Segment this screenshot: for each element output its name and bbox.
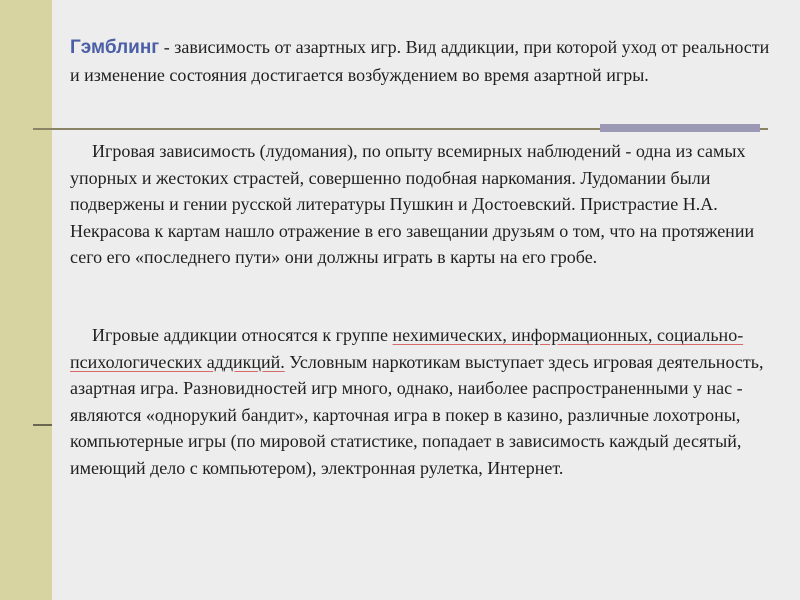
definition-term: Гэмблинг <box>70 37 160 58</box>
paragraph-ludomania <box>70 138 770 271</box>
paragraph-addictions-text-start: Игровые аддикции относятся к группе <box>92 325 393 345</box>
definition-block <box>70 34 770 88</box>
side-band <box>0 0 52 600</box>
slide-background <box>52 0 800 600</box>
paragraph-ludomania-text: Игровая зависимость (лудомания), по опыту всемирных наблюдений - одна из самых упорных и жестоких страстей, совершенно подобная наркомания. Лудомании были подвержены и гении русской литературы Пушкин и Достоевский. Пристрастие Н.А. Некрасова к картам нашло отражение в его завещании друзьям о том, что на протяжении сего его «последнего пути» они должны играть в карты на его гробе. <box>70 141 755 267</box>
underlined-addiction-types: нехимических, информационных, социально-психологических аддикций. <box>70 325 744 372</box>
definition-text: - зависимость от азартных игр. Вид аддикции, при которой уход от реальности и изменение состояния достигается возбуждением во время азартной игры. <box>70 37 770 85</box>
paragraph-addictions <box>70 322 770 481</box>
divider-accent <box>600 124 760 132</box>
divider-left-line <box>33 424 52 426</box>
paragraph-addictions-text-end: Условным наркотикам выступает здесь игровая деятельность, азартная игра. Разновидностей игр много, однако, наиболее распространенными у нас - являются «однорукий бандит», карточная игра в покер в казино, различные лохотроны, компьютерные игры (по мировой статистике, попадает в зависимость каждый десятый, имеющий дело с компьютером), электронная рулетка, Интернет. <box>70 351 764 478</box>
